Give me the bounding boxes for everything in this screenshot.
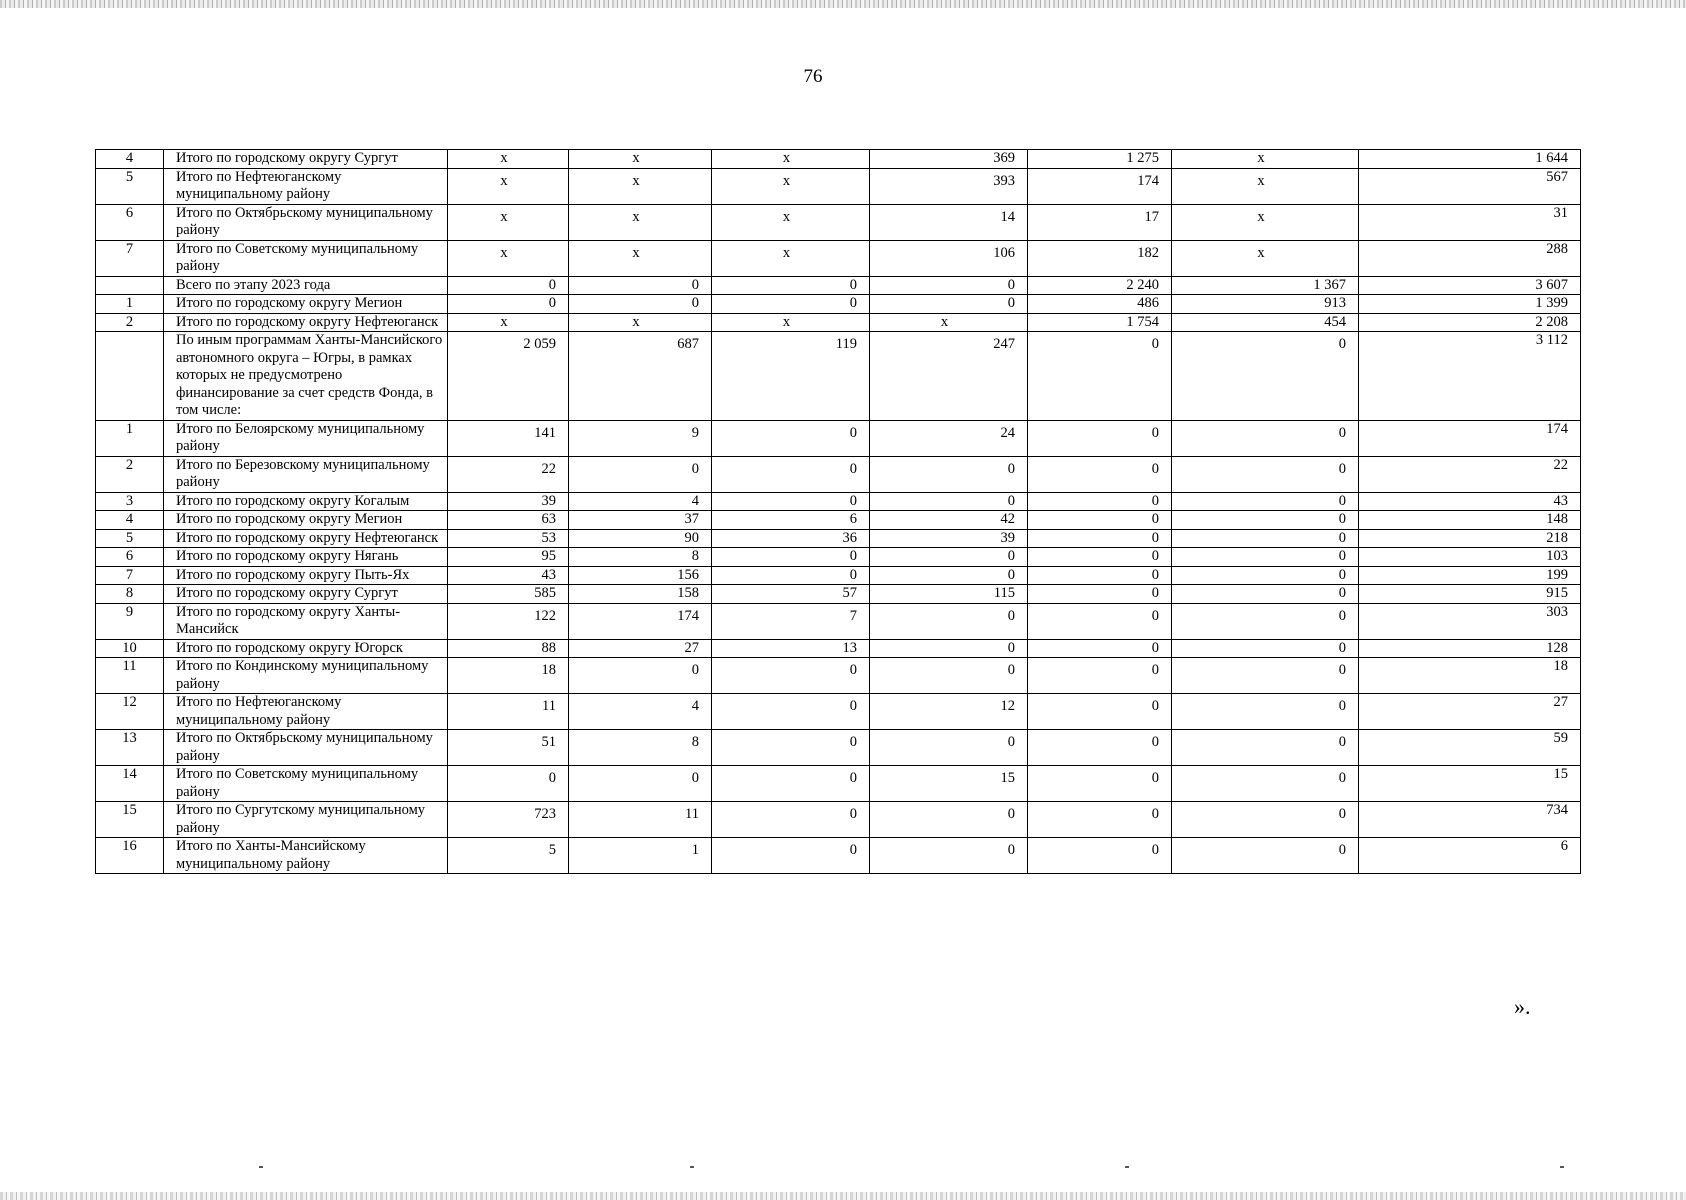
value-cell: 5 — [448, 838, 569, 874]
row-number: 12 — [96, 694, 164, 730]
value-cell: 90 — [569, 529, 712, 548]
row-name: Итого по городскому округу Нефтеюганск — [164, 313, 448, 332]
row-name: Итого по Советскому муниципальному району — [164, 766, 448, 802]
value-cell: 0 — [1028, 585, 1172, 604]
value-cell: 0 — [569, 456, 712, 492]
value-cell: 9 — [569, 420, 712, 456]
value-cell: 0 — [1028, 802, 1172, 838]
value-cell: 0 — [870, 603, 1028, 639]
value-cell: x — [448, 150, 569, 169]
value-cell: 0 — [712, 566, 870, 585]
table-row — [96, 585, 1581, 604]
value-cell: x — [1172, 204, 1359, 240]
row-number: 2 — [96, 313, 164, 332]
value-cell: 27 — [1359, 694, 1581, 730]
value-cell: 199 — [1359, 566, 1581, 585]
value-cell: 486 — [1028, 295, 1172, 314]
row-name: Итого по городскому округу Ханты-Мансийск — [164, 603, 448, 639]
value-cell: 1 367 — [1172, 276, 1359, 295]
value-cell: 0 — [1028, 566, 1172, 585]
row-name: Итого по городскому округу Сургут — [164, 150, 448, 169]
value-cell: x — [712, 168, 870, 204]
value-cell: 36 — [712, 529, 870, 548]
value-cell: 0 — [1172, 332, 1359, 421]
value-cell: 0 — [712, 766, 870, 802]
value-cell: 0 — [1028, 511, 1172, 530]
table-row — [96, 295, 1581, 314]
value-cell: 218 — [1359, 529, 1581, 548]
value-cell: 0 — [1172, 802, 1359, 838]
value-cell: 174 — [1028, 168, 1172, 204]
value-cell: 106 — [870, 240, 1028, 276]
value-cell: 103 — [1359, 548, 1581, 567]
row-number: 1 — [96, 295, 164, 314]
row-number: 4 — [96, 511, 164, 530]
table-row — [96, 276, 1581, 295]
value-cell: 0 — [1028, 838, 1172, 874]
value-cell: x — [569, 204, 712, 240]
value-cell: 2 240 — [1028, 276, 1172, 295]
row-number: 10 — [96, 639, 164, 658]
value-cell: x — [712, 240, 870, 276]
row-number: 9 — [96, 603, 164, 639]
value-cell: 39 — [870, 529, 1028, 548]
value-cell: 24 — [870, 420, 1028, 456]
row-name: Итого по городскому округу Нефтеюганск — [164, 529, 448, 548]
value-cell: 37 — [569, 511, 712, 530]
row-number — [96, 332, 164, 421]
table-row — [96, 658, 1581, 694]
value-cell: 0 — [1172, 730, 1359, 766]
value-cell: 8 — [569, 548, 712, 567]
value-cell: 0 — [1172, 548, 1359, 567]
table-row — [96, 420, 1581, 456]
value-cell: 0 — [1028, 456, 1172, 492]
value-cell: 0 — [1028, 420, 1172, 456]
value-cell: 288 — [1359, 240, 1581, 276]
value-cell: 0 — [870, 295, 1028, 314]
value-cell: x — [712, 150, 870, 169]
value-cell: 0 — [1172, 603, 1359, 639]
table-row — [96, 838, 1581, 874]
value-cell: 0 — [1172, 639, 1359, 658]
table-row — [96, 204, 1581, 240]
value-cell: 454 — [1172, 313, 1359, 332]
value-cell: 0 — [1172, 585, 1359, 604]
value-cell: 0 — [870, 548, 1028, 567]
table-row — [96, 240, 1581, 276]
table-row — [96, 313, 1581, 332]
row-name: Итого по городскому округу Югорск — [164, 639, 448, 658]
row-number: 7 — [96, 566, 164, 585]
value-cell: 369 — [870, 150, 1028, 169]
row-number: 11 — [96, 658, 164, 694]
value-cell: 57 — [712, 585, 870, 604]
table-row — [96, 603, 1581, 639]
value-cell: 0 — [712, 802, 870, 838]
value-cell: 63 — [448, 511, 569, 530]
table-body — [96, 150, 1581, 874]
value-cell: x — [448, 168, 569, 204]
value-cell: 174 — [1359, 420, 1581, 456]
row-name: Итого по городскому округу Нягань — [164, 548, 448, 567]
value-cell: 0 — [712, 276, 870, 295]
value-cell: 182 — [1028, 240, 1172, 276]
value-cell: 11 — [569, 802, 712, 838]
value-cell: 88 — [448, 639, 569, 658]
table-row — [96, 548, 1581, 567]
value-cell: x — [569, 240, 712, 276]
value-cell: 119 — [712, 332, 870, 421]
value-cell: 14 — [870, 204, 1028, 240]
value-cell: x — [712, 313, 870, 332]
value-cell: 15 — [870, 766, 1028, 802]
value-cell: 39 — [448, 492, 569, 511]
row-number: 2 — [96, 456, 164, 492]
value-cell: 0 — [1172, 456, 1359, 492]
value-cell: 0 — [870, 276, 1028, 295]
value-cell: x — [569, 150, 712, 169]
value-cell: 8 — [569, 730, 712, 766]
value-cell: 567 — [1359, 168, 1581, 204]
value-cell: 0 — [1172, 529, 1359, 548]
scan-dot — [259, 1166, 263, 1168]
row-number: 14 — [96, 766, 164, 802]
value-cell: 0 — [1028, 548, 1172, 567]
value-cell: 31 — [1359, 204, 1581, 240]
row-name: Итого по Белоярскому муниципальному району — [164, 420, 448, 456]
row-name: Итого по городскому округу Мегион — [164, 295, 448, 314]
value-cell: x — [569, 168, 712, 204]
value-cell: 1 275 — [1028, 150, 1172, 169]
value-cell: 0 — [1172, 766, 1359, 802]
value-cell: 122 — [448, 603, 569, 639]
value-cell: 734 — [1359, 802, 1581, 838]
row-name: Итого по Березовскому муниципальному району — [164, 456, 448, 492]
table-row — [96, 168, 1581, 204]
value-cell: 11 — [448, 694, 569, 730]
scan-edge-top — [0, 0, 1686, 8]
value-cell: 0 — [1172, 838, 1359, 874]
value-cell: 6 — [712, 511, 870, 530]
value-cell: 22 — [1359, 456, 1581, 492]
value-cell: 15 — [1359, 766, 1581, 802]
value-cell: 0 — [870, 456, 1028, 492]
value-cell: x — [448, 204, 569, 240]
value-cell: 7 — [712, 603, 870, 639]
row-name: Итого по городскому округу Мегион — [164, 511, 448, 530]
value-cell: 915 — [1359, 585, 1581, 604]
value-cell: 1 399 — [1359, 295, 1581, 314]
table-row — [96, 694, 1581, 730]
table-row — [96, 730, 1581, 766]
table-row — [96, 566, 1581, 585]
row-name: Итого по Сургутскому муниципальному району — [164, 802, 448, 838]
row-name: Итого по Советскому муниципальному району — [164, 240, 448, 276]
row-number: 4 — [96, 150, 164, 169]
row-number: 15 — [96, 802, 164, 838]
value-cell: 0 — [448, 295, 569, 314]
value-cell: 156 — [569, 566, 712, 585]
value-cell: 0 — [1028, 529, 1172, 548]
value-cell: 913 — [1172, 295, 1359, 314]
value-cell: 18 — [1359, 658, 1581, 694]
value-cell: 128 — [1359, 639, 1581, 658]
value-cell: 393 — [870, 168, 1028, 204]
row-name: Итого по Октябрьскому муниципальному району — [164, 730, 448, 766]
value-cell: 0 — [712, 658, 870, 694]
scan-edge-bottom — [0, 1192, 1686, 1200]
value-cell: 174 — [569, 603, 712, 639]
row-name: Итого по городскому округу Пыть-Ях — [164, 566, 448, 585]
value-cell: 2 208 — [1359, 313, 1581, 332]
closing-mark: ». — [1514, 994, 1531, 1019]
page-number: 76 — [803, 66, 823, 87]
value-cell: x — [448, 313, 569, 332]
value-cell: x — [569, 313, 712, 332]
value-cell: 0 — [1028, 332, 1172, 421]
value-cell: 0 — [870, 838, 1028, 874]
value-cell: 4 — [569, 694, 712, 730]
row-name: Итого по Нефтеюганскому муниципальному району — [164, 168, 448, 204]
value-cell: 0 — [1028, 639, 1172, 658]
value-cell: 0 — [1172, 420, 1359, 456]
value-cell: 0 — [1172, 694, 1359, 730]
value-cell: 0 — [569, 276, 712, 295]
value-cell: 0 — [870, 492, 1028, 511]
value-cell: 0 — [1172, 511, 1359, 530]
value-cell: 3 112 — [1359, 332, 1581, 421]
value-cell: 0 — [870, 658, 1028, 694]
value-cell: 43 — [1359, 492, 1581, 511]
scan-dot — [690, 1166, 694, 1168]
value-cell: 17 — [1028, 204, 1172, 240]
value-cell: x — [1172, 168, 1359, 204]
row-number: 8 — [96, 585, 164, 604]
row-number: 1 — [96, 420, 164, 456]
value-cell: 141 — [448, 420, 569, 456]
value-cell: 0 — [1028, 492, 1172, 511]
value-cell: 0 — [712, 694, 870, 730]
value-cell: 0 — [448, 276, 569, 295]
value-cell: 247 — [870, 332, 1028, 421]
table-row — [96, 802, 1581, 838]
table-row — [96, 511, 1581, 530]
table-row — [96, 492, 1581, 511]
value-cell: 53 — [448, 529, 569, 548]
row-number: 6 — [96, 204, 164, 240]
value-cell: 0 — [712, 456, 870, 492]
value-cell: 43 — [448, 566, 569, 585]
value-cell: 1 644 — [1359, 150, 1581, 169]
value-cell: 0 — [1028, 603, 1172, 639]
value-cell: 0 — [1172, 566, 1359, 585]
value-cell: 115 — [870, 585, 1028, 604]
value-cell: x — [870, 313, 1028, 332]
value-cell: 0 — [569, 658, 712, 694]
value-cell: 0 — [448, 766, 569, 802]
value-cell: 42 — [870, 511, 1028, 530]
row-name: Итого по Кондинскому муниципальному району — [164, 658, 448, 694]
value-cell: 0 — [1028, 766, 1172, 802]
value-cell: x — [712, 204, 870, 240]
row-name: Всего по этапу 2023 года — [164, 276, 448, 295]
table-row — [96, 766, 1581, 802]
table-row — [96, 456, 1581, 492]
value-cell: 0 — [712, 420, 870, 456]
value-cell: 0 — [712, 492, 870, 511]
value-cell: 6 — [1359, 838, 1581, 874]
value-cell: x — [448, 240, 569, 276]
value-cell: 0 — [1172, 658, 1359, 694]
scan-dot — [1125, 1166, 1129, 1168]
value-cell: 22 — [448, 456, 569, 492]
value-cell: 0 — [870, 566, 1028, 585]
value-cell: 95 — [448, 548, 569, 567]
scan-dot — [1560, 1166, 1564, 1168]
row-name: Итого по городскому округу Сургут — [164, 585, 448, 604]
row-name: По иным программам Ханты-Мансийского автономного округа – Югры, в рамках которых не предусмотрено финансирование за счет средств Фонда, в том числе: — [164, 332, 448, 421]
value-cell: 0 — [1028, 658, 1172, 694]
row-number: 6 — [96, 548, 164, 567]
value-cell: 2 059 — [448, 332, 569, 421]
row-name: Итого по Ханты-Мансийскому муниципальному району — [164, 838, 448, 874]
value-cell: 585 — [448, 585, 569, 604]
value-cell: 12 — [870, 694, 1028, 730]
row-number: 3 — [96, 492, 164, 511]
data-table — [95, 149, 1581, 874]
row-number — [96, 276, 164, 295]
value-cell: 0 — [1028, 730, 1172, 766]
value-cell: 158 — [569, 585, 712, 604]
row-number: 5 — [96, 529, 164, 548]
table-row — [96, 529, 1581, 548]
value-cell: 0 — [1028, 694, 1172, 730]
value-cell: 0 — [569, 766, 712, 802]
value-cell: 0 — [870, 730, 1028, 766]
value-cell: 1 754 — [1028, 313, 1172, 332]
value-cell: 51 — [448, 730, 569, 766]
row-number: 13 — [96, 730, 164, 766]
value-cell: 0 — [569, 295, 712, 314]
row-number: 5 — [96, 168, 164, 204]
value-cell: 303 — [1359, 603, 1581, 639]
value-cell: 27 — [569, 639, 712, 658]
value-cell: 4 — [569, 492, 712, 511]
row-number: 7 — [96, 240, 164, 276]
table-row — [96, 150, 1581, 169]
value-cell: 0 — [712, 838, 870, 874]
table-row — [96, 639, 1581, 658]
value-cell: x — [1172, 240, 1359, 276]
value-cell: 0 — [712, 548, 870, 567]
value-cell: 148 — [1359, 511, 1581, 530]
row-name: Итого по Октябрьскому муниципальному району — [164, 204, 448, 240]
value-cell: 0 — [1172, 492, 1359, 511]
value-cell: 0 — [870, 802, 1028, 838]
value-cell: 0 — [712, 295, 870, 314]
value-cell: 59 — [1359, 730, 1581, 766]
value-cell: 3 607 — [1359, 276, 1581, 295]
row-number: 16 — [96, 838, 164, 874]
row-name: Итого по Нефтеюганскому муниципальному району — [164, 694, 448, 730]
value-cell: 687 — [569, 332, 712, 421]
value-cell: x — [1172, 150, 1359, 169]
value-cell: 0 — [712, 730, 870, 766]
value-cell: 13 — [712, 639, 870, 658]
value-cell: 0 — [870, 639, 1028, 658]
value-cell: 723 — [448, 802, 569, 838]
value-cell: 1 — [569, 838, 712, 874]
row-name: Итого по городскому округу Когалым — [164, 492, 448, 511]
value-cell: 18 — [448, 658, 569, 694]
table-row — [96, 332, 1581, 421]
